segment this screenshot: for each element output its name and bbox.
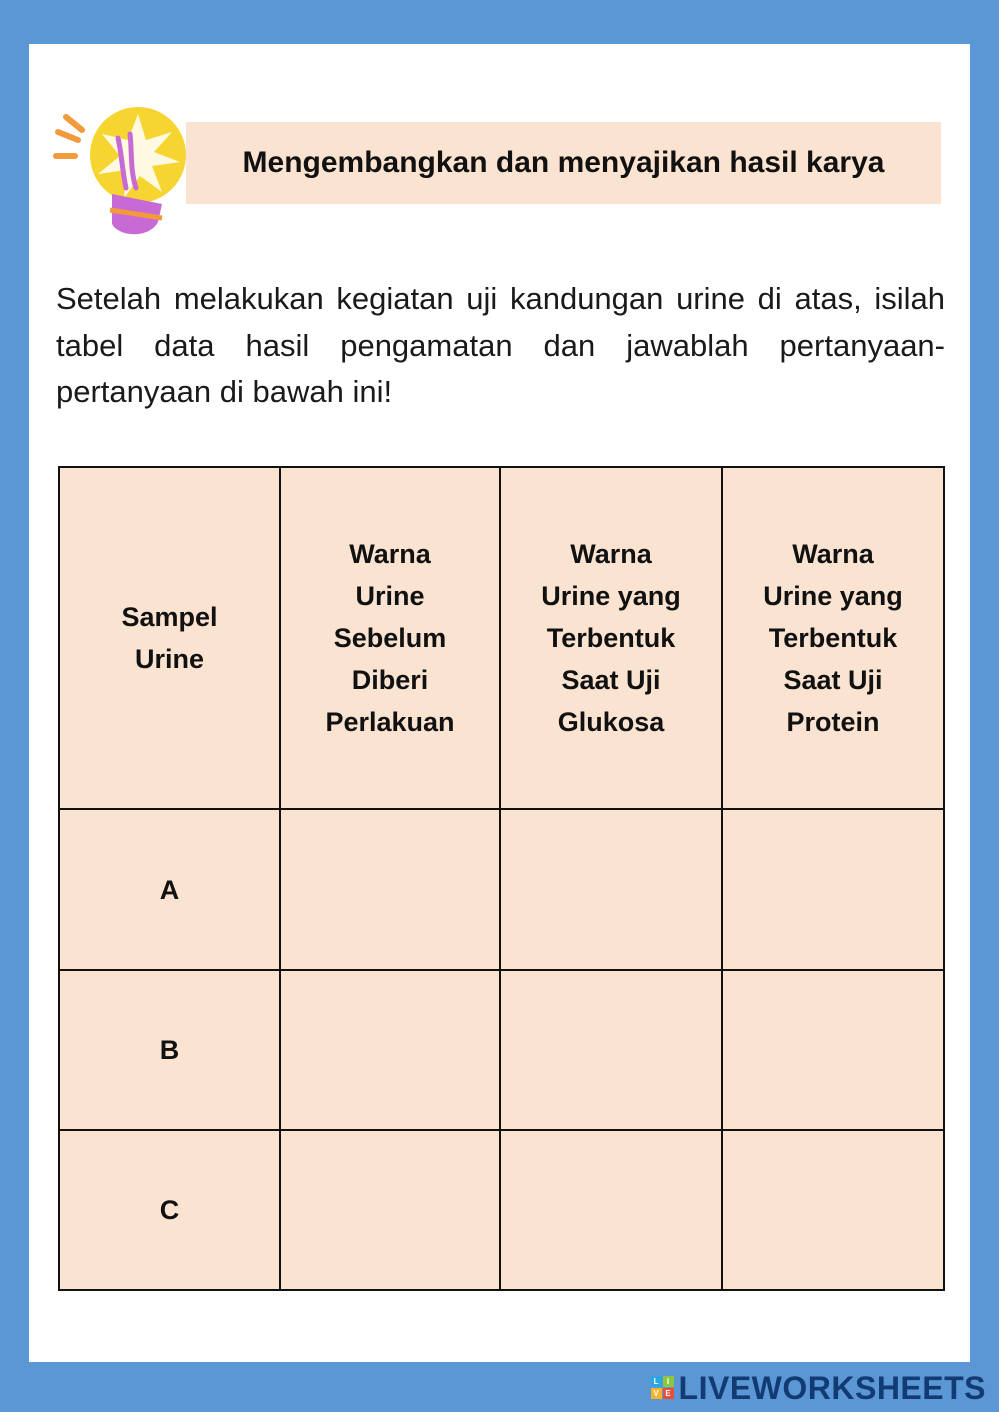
section-title: Mengembangkan dan menyajikan hasil karya	[242, 146, 885, 179]
header-color-glucose: Warna Urine yang Terbentuk Saat Uji Glukosa	[500, 467, 722, 809]
answer-cell[interactable]	[280, 970, 500, 1130]
section-title-box	[186, 122, 941, 204]
answer-cell[interactable]	[500, 970, 722, 1130]
header-color-protein: Warna Urine yang Terbentuk Saat Uji Protein	[722, 467, 944, 809]
answer-cell[interactable]	[722, 970, 944, 1130]
answer-cell[interactable]	[722, 1130, 944, 1290]
table-row	[59, 970, 944, 1130]
table-row	[59, 1130, 944, 1290]
instruction-paragraph: Setelah melakukan kegiatan uji kandungan urine di atas, isilah tabel data hasil pengamatan dan jawablah pertanyaan-pertanyaan di bawah ini!	[56, 281, 945, 409]
lightbulb-icon	[50, 100, 195, 245]
sample-label: B	[59, 970, 280, 1130]
liveworksheets-brand-text: LIVEWORKSHEETS	[678, 1369, 986, 1406]
header-sample: Sampel Urine	[59, 467, 280, 809]
answer-cell[interactable]	[280, 1130, 500, 1290]
answer-cell[interactable]	[500, 1130, 722, 1290]
liveworksheets-logo[interactable]	[651, 1370, 986, 1406]
sample-label: C	[59, 1130, 280, 1290]
answer-cell[interactable]	[722, 809, 944, 969]
table-header-row	[59, 467, 944, 809]
observation-table	[58, 466, 945, 1291]
header-color-before: Warna Urine Sebelum Diberi Perlakuan	[280, 467, 500, 809]
sample-label: A	[59, 809, 280, 969]
liveworksheets-logo-icon: L I V E	[651, 1376, 675, 1400]
answer-cell[interactable]	[280, 809, 500, 969]
answer-cell[interactable]	[500, 809, 722, 969]
table-row	[59, 809, 944, 969]
